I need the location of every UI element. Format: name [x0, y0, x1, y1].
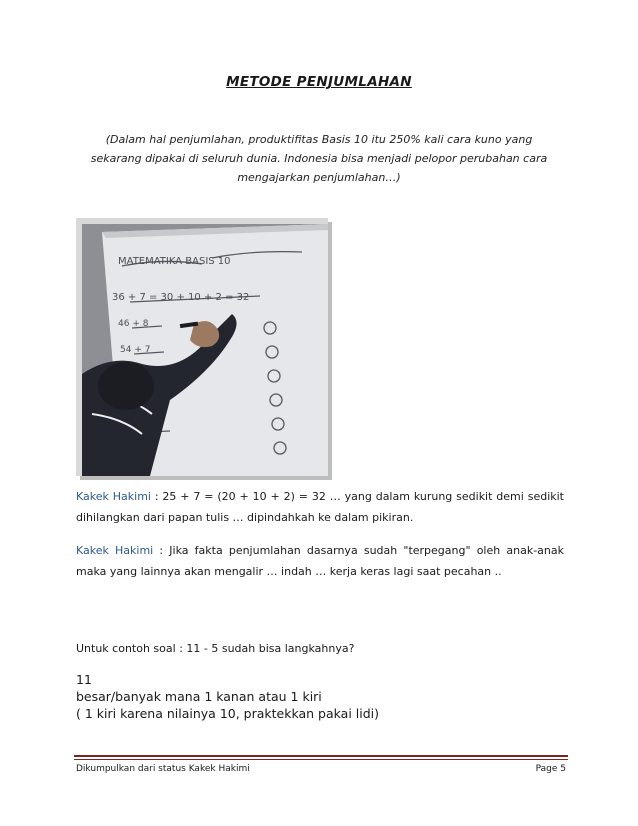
footer-divider [74, 755, 568, 757]
example-line: ( 1 kiri karena nilainya 10, praktekkan pakai lidi) [76, 706, 379, 721]
board-row-2: 46 + 8 [118, 319, 149, 329]
quote-paragraph-2 [76, 540, 564, 582]
page-footer [76, 764, 566, 774]
board-header-text: MATEMATIKA BASIS 10 [118, 256, 231, 267]
quote-text: : 25 + 7 = (20 + 10 + 2) = 32 … yang dalam kurung sedikit demi sedikit dihilangkan dari papan tulis … dipindahkah ke dalam pikiran. [76, 490, 564, 524]
example-line: besar/banyak mana 1 kanan atau 1 kiri [76, 689, 322, 704]
example-steps [76, 671, 379, 722]
footer-divider-thin [74, 759, 568, 760]
page-number: Page 5 [535, 764, 566, 774]
page-title: METODE PENJUMLAHAN [226, 74, 412, 90]
quote-paragraph-1 [76, 486, 564, 528]
example-line: 11 [76, 672, 92, 687]
board-row-1: 36 + 7 = 30 + 10 + 2 = 32 [112, 292, 250, 303]
author-name: Kakek Hakimi [76, 490, 151, 503]
example-question: Untuk contoh soal : 11 - 5 sudah bisa langkahnya? [76, 642, 355, 655]
quote-text: : Jika fakta penjumlahan dasarnya sudah "terpegang" oleh anak-anak maka yang lainnya akan mengalir … indah … kerja keras lagi saat pecahan .. [76, 544, 564, 578]
intro-paragraph: (Dalam hal penjumlahan, produktifitas Basis 10 itu 250% kali cara kuno yang sekarang dipakai di seluruh dunia. Indonesia bisa menjadi pelopor perubahan cara mengajarkan penjumlahan…) [90, 133, 548, 184]
whiteboard-photo [82, 224, 328, 476]
photo-frame [76, 218, 328, 476]
board-row-3: 54 + 7 [120, 345, 151, 355]
footer-source: Dikumpulkan dari status Kakek Hakimi [76, 764, 250, 774]
author-name: Kakek Hakimi [76, 544, 154, 557]
whiteboard-illustration [82, 224, 328, 476]
